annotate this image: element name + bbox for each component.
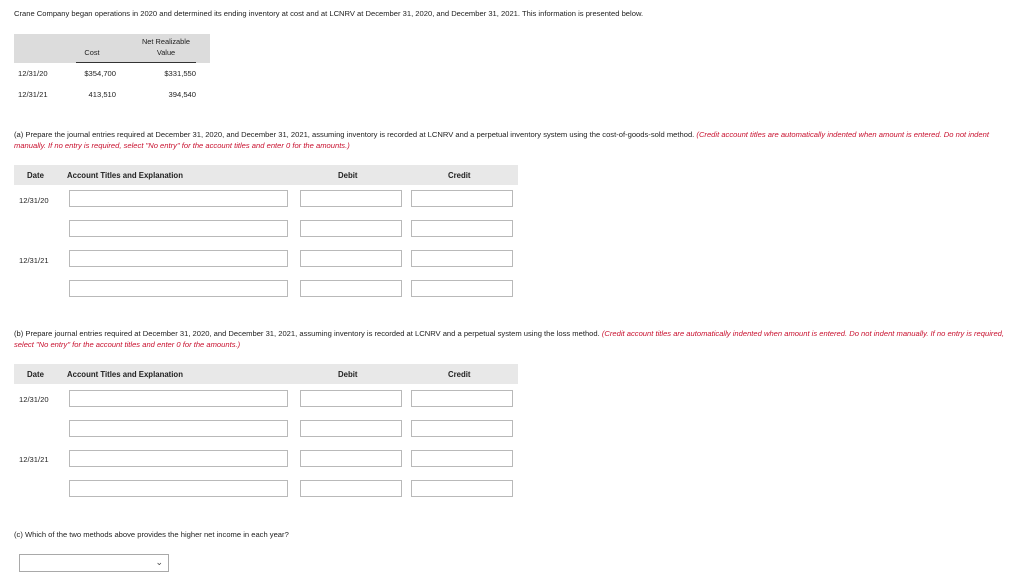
credit-input[interactable] [411, 250, 513, 267]
debit-column-header: Debit [338, 171, 358, 180]
debit-input[interactable] [300, 220, 402, 237]
method-select[interactable] [19, 554, 169, 572]
account-title-input[interactable] [69, 450, 288, 467]
account-title-input[interactable] [69, 480, 288, 497]
credit-column-header: Credit [448, 370, 471, 379]
row-cost: $354,700 [84, 69, 116, 78]
row-nrv: $331,550 [164, 69, 196, 78]
account-title-input[interactable] [69, 420, 288, 437]
problem-intro: Crane Company began operations in 2020 and determined its ending inventory at cost and at LCNRV at December 31, 2020, and December 31, 2021. This information is presented below. [14, 9, 644, 18]
debit-input[interactable] [300, 420, 402, 437]
date-column-header: Date [27, 171, 44, 180]
account-column-header: Account Titles and Explanation [67, 370, 183, 379]
debit-column-header: Debit [338, 370, 358, 379]
entry-date: 12/31/20 [19, 395, 49, 404]
journal-header-b [14, 364, 518, 384]
credit-input[interactable] [411, 450, 513, 467]
debit-input[interactable] [300, 280, 402, 297]
credit-input[interactable] [411, 190, 513, 207]
debit-input[interactable] [300, 250, 402, 267]
row-date: 12/31/21 [18, 90, 48, 99]
part-c-question: (c) Which of the two methods above provides the higher net income in each year? [14, 530, 289, 539]
credit-input[interactable] [411, 480, 513, 497]
debit-input[interactable] [300, 190, 402, 207]
account-title-input[interactable] [69, 190, 288, 207]
account-title-input[interactable] [69, 280, 288, 297]
row-date: 12/31/20 [18, 69, 48, 78]
entry-date: 12/31/21 [19, 455, 49, 464]
part-b-instruction: (b) Prepare journal entries required at December 31, 2020, and December 31, 2021, assuming inventory is recorded at LCNRV and a perpetual system using the loss method. (Credit account titles are automatically indented when amount is entered. Do not indent manually. If no entry is required, select "No entry" for the account titles and enter 0 for the amounts.) [14, 329, 1004, 349]
debit-input[interactable] [300, 480, 402, 497]
account-column-header: Account Titles and Explanation [67, 171, 183, 180]
nrv-header: Net Realizable Value [141, 37, 191, 57]
credit-input[interactable] [411, 390, 513, 407]
credit-column-header: Credit [448, 171, 471, 180]
part-a-instruction: (a) Prepare the journal entries required at December 31, 2020, and December 31, 2021, assuming inventory is recorded at LCNRV and a perpetual inventory system using the cost-of-goods-sold method. (Credit account titles are automatically indented when amount is entered. Do not indent manually. If no entry is required, select "No entry" for the account titles and enter 0 for the amounts.) [14, 130, 989, 150]
journal-header-a [14, 165, 518, 185]
debit-input[interactable] [300, 390, 402, 407]
account-title-input[interactable] [69, 390, 288, 407]
row-nrv: 394,540 [168, 90, 196, 99]
row-cost: 413,510 [88, 90, 116, 99]
debit-input[interactable] [300, 450, 402, 467]
entry-date: 12/31/21 [19, 256, 49, 265]
entry-date: 12/31/20 [19, 196, 49, 205]
account-title-input[interactable] [69, 250, 288, 267]
account-title-input[interactable] [69, 220, 288, 237]
credit-input[interactable] [411, 280, 513, 297]
date-column-header: Date [27, 370, 44, 379]
credit-input[interactable] [411, 420, 513, 437]
chevron-down-icon: ⌄ [155, 557, 163, 567]
cost-header: Cost [84, 48, 100, 57]
credit-input[interactable] [411, 220, 513, 237]
